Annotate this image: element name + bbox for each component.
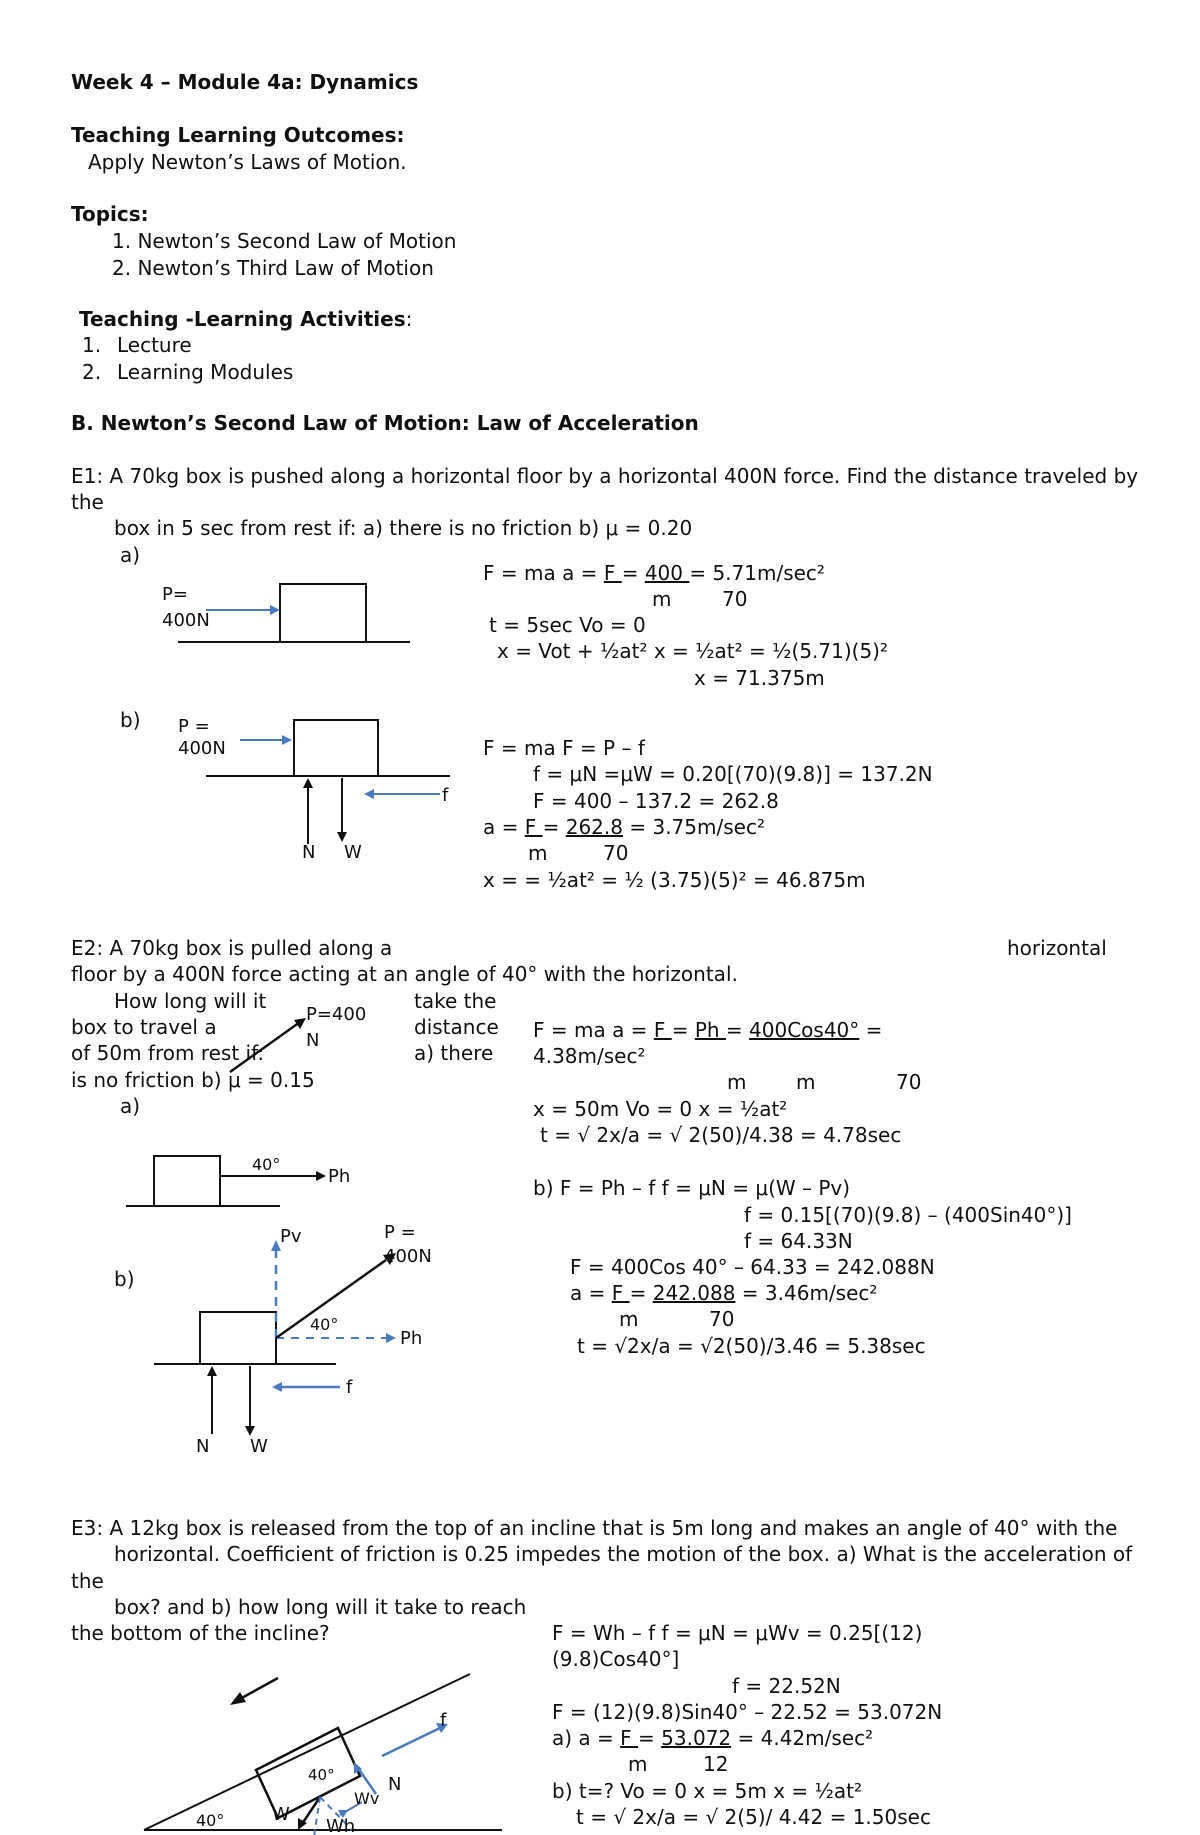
e2-figure-b [150, 1220, 480, 1460]
e2-solution-b: 70 [709, 1307, 735, 1331]
e2-prompt: is no friction b) μ = 0.15 [71, 1068, 315, 1092]
force-label: Ph [328, 1166, 351, 1187]
normal-label: N [388, 1774, 402, 1795]
e3-solution: 12 [703, 1752, 729, 1776]
e1-solution-b: f = μN =μW = 0.20[(70)(9.8)] = 137.2N [533, 762, 933, 786]
outcomes-heading: Teaching Learning Outcomes: [71, 123, 405, 147]
force-label: 400N [162, 610, 210, 631]
e1-prompt: the [71, 490, 104, 514]
e1-figure-b [170, 710, 470, 870]
activity-item: Lecture [117, 333, 192, 357]
e2-prompt: take the [414, 989, 497, 1013]
e1-prompt: E1: A 70kg box is pushed along a horizontal floor by a horizontal 400N force. Find the distance traveled by [71, 464, 1139, 488]
module-title: Week 4 – Module 4a: Dynamics [71, 70, 419, 94]
activity-number: 2. [82, 360, 102, 384]
e1-solution-b: m [528, 841, 548, 865]
e3-solution: (9.8)Cos40°] [552, 1647, 680, 1671]
topic-item: 2. Newton’s Third Law of Motion [112, 256, 434, 280]
force-label: P= [162, 584, 188, 605]
weight-label: W [250, 1436, 268, 1457]
e3-solution: F = Wh – f f = μN = μWv = 0.25[(12) [552, 1621, 923, 1645]
force-label: P=400 [306, 1004, 367, 1025]
force-label: Wv [354, 1789, 380, 1808]
e2-prompt: distance [414, 1015, 499, 1039]
e3-incline-figure [130, 1660, 530, 1835]
friction-label: f [442, 785, 449, 806]
e2-prompt: a) there [414, 1041, 494, 1065]
e2-pull-arrow [220, 998, 380, 1078]
e3-solution: f = 22.52N [732, 1674, 841, 1698]
e1-prompt: box in 5 sec from rest if: a) there is no friction b) μ = 0.20 [114, 516, 693, 540]
e2-label-b: b) [114, 1267, 135, 1291]
activities-heading: Teaching -Learning Activities: [79, 307, 413, 331]
e2-prompt: floor by a 400N force acting at an angle of 40° with the horizontal. [71, 962, 738, 986]
e2-solution-a: x = 50m Vo = 0 x = ½at² [533, 1097, 788, 1121]
e2-label-a: a) [120, 1094, 141, 1118]
e1-solution-b: 70 [603, 841, 629, 865]
normal-label: N [196, 1436, 210, 1457]
e3-solution: t = √ 2x/a = √ 2(5)/ 4.42 = 1.50sec [576, 1805, 931, 1829]
e1-solution-a: F = ma a = F = 400 = 5.71m/sec² [483, 561, 825, 585]
force-label: Pv [280, 1226, 302, 1247]
e2-solution-a: F = ma a = F = Ph = 400Cos40° = [533, 1018, 883, 1042]
e3-solution: a) a = F = 53.072 = 4.42m/sec² [552, 1726, 874, 1750]
e1-label-b: b) [120, 708, 141, 732]
section-b-heading: B. Newton’s Second Law of Motion: Law of Acceleration [71, 411, 699, 435]
force-label: Ph [400, 1328, 423, 1349]
force-label: Wh [326, 1816, 356, 1835]
e3-prompt: horizontal. Coefficient of friction is 0.25 impedes the motion of the box. a) What is the acceleration of [114, 1542, 1133, 1566]
e2-solution-b: F = 400Cos 40° – 64.33 = 242.088N [570, 1255, 935, 1279]
angle-label: 40° [308, 1766, 335, 1784]
e1-figure-a [150, 570, 430, 650]
e2-solution-b: a = F = 242.088 = 3.46m/sec² [570, 1281, 878, 1305]
e1-solution-a: t = 5sec Vo = 0 [489, 613, 646, 637]
e2-solution-a: 4.38m/sec² [533, 1044, 646, 1068]
angle-label: 40° [196, 1811, 225, 1830]
e1-solution-b: a = F = 262.8 = 3.75m/sec² [483, 815, 765, 839]
activity-number: 1. [82, 333, 102, 357]
outcome-text: Apply Newton’s Laws of Motion. [88, 150, 407, 174]
force-label: 400N [384, 1246, 432, 1267]
e2-solution-a: m [727, 1070, 747, 1094]
e1-solution-b: x = = ½at² = ½ (3.75)(5)² = 46.875m [483, 868, 866, 892]
friction-label: f [440, 1710, 447, 1731]
force-label: N [306, 1030, 320, 1051]
e2-solution-b: t = √2x/a = √2(50)/3.46 = 5.38sec [577, 1334, 926, 1358]
e1-solution-b: F = ma F = P – f [483, 736, 645, 760]
e1-solution-a: 70 [722, 587, 748, 611]
e3-prompt: E3: A 12kg box is released from the top of an incline that is 5m long and makes an angle of 40° with the [71, 1516, 1118, 1540]
e2-prompt: box to travel a [71, 1015, 217, 1039]
force-label: P = [178, 716, 210, 737]
friction-label: f [346, 1377, 353, 1398]
e2-solution-b: b) F = Ph – f f = μN = μ(W – Pv) [533, 1176, 851, 1200]
e2-prompt: of 50m from rest if: [71, 1041, 265, 1065]
e1-label-a: a) [120, 543, 141, 567]
e3-solution: m [628, 1752, 648, 1776]
weight-label: W [272, 1804, 290, 1825]
angle-label: 40° [252, 1155, 281, 1174]
e2-solution-b: f = 0.15[(70)(9.8) – (400Sin40°)] [744, 1203, 1072, 1227]
e1-solution-a: x = 71.375m [694, 666, 825, 690]
e2-solution-b: m [619, 1307, 639, 1331]
topic-item: 1. Newton’s Second Law of Motion [112, 229, 457, 253]
e1-solution-a: m [652, 587, 672, 611]
e3-prompt: box? and b) how long will it take to reach [114, 1595, 527, 1619]
e3-solution: F = (12)(9.8)Sin40° – 22.52 = 53.072N [552, 1700, 943, 1724]
e2-prompt: How long will it [114, 989, 267, 1013]
angle-label: 40° [310, 1315, 339, 1334]
e2-solution-a: 70 [896, 1070, 922, 1094]
force-label: 400N [178, 738, 226, 759]
e1-solution-b: F = 400 – 137.2 = 262.8 [533, 789, 779, 813]
force-label: P = [384, 1222, 416, 1243]
normal-label: N [302, 842, 316, 863]
e2-solution-b: f = 64.33N [744, 1229, 853, 1253]
e3-solution: b) t=? Vo = 0 x = 5m x = ½at² [552, 1779, 863, 1803]
activity-item: Learning Modules [117, 360, 294, 384]
e2-prompt: horizontal [1007, 936, 1107, 960]
e2-solution-a: t = √ 2x/a = √ 2(50)/4.38 = 4.78sec [540, 1123, 902, 1147]
topics-heading: Topics: [71, 202, 149, 226]
e3-prompt: the bottom of the incline? [71, 1621, 330, 1645]
e2-figure-a [120, 1146, 380, 1216]
e2-prompt: E2: A 70kg box is pulled along a [71, 936, 393, 960]
e1-solution-a: x = Vot + ½at² x = ½at² = ½(5.71)(5)² [497, 639, 888, 663]
e2-solution-a: m [796, 1070, 816, 1094]
weight-label: W [344, 842, 362, 863]
e3-prompt: the [71, 1569, 104, 1593]
